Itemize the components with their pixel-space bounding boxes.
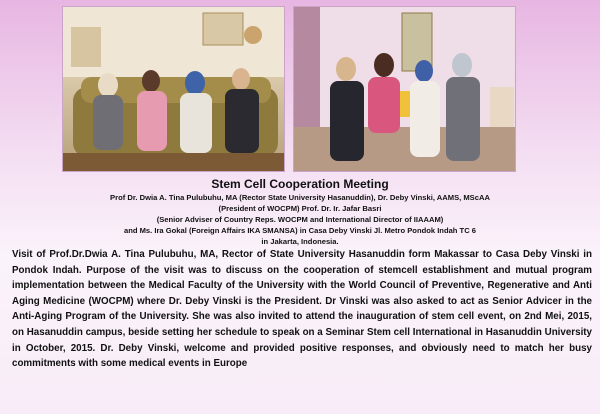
photo-meeting-standing-illustration bbox=[294, 7, 516, 172]
caption-line: and Ms. Ira Gokal (Foreign Affairs IKA SMANSA) in Casa Deby Vinski Jl. Metro Pondok Indah TC 6 bbox=[123, 226, 477, 235]
caption-line: in Jakarta, Indonesia. bbox=[261, 237, 339, 246]
photo-meeting-sofa bbox=[62, 6, 285, 172]
caption-title: Stem Cell Cooperation Meeting bbox=[211, 177, 389, 191]
photo-caption bbox=[0, 176, 600, 247]
caption-line: (Senior Adviser of Country Reps. WOCPM and International Director of IIAAAM) bbox=[156, 215, 444, 224]
caption-line: (President of WOCPM) Prof. Dr. Ir. Jafar Basri bbox=[218, 204, 382, 213]
photo-meeting-standing bbox=[293, 6, 516, 172]
article-body: Visit of Prof.Dr.Dwia A. Tina Pulubuhu, MA, Rector of State University Hasanuddin form Makassar to Casa Deby Vinski in Pondok Indah. Purpose of the visit was to discuss on the cooperation of stemcell establishment and mutual program implementation between the Medical Faculty of the University with the World Council of Preventive, Regenerative and Anti Aging Medicine (WOCPM) where Dr. Deby Vinski is the President. Dr Vinski was also asked to act as Senior Advicer in the Anti-Aging Program of the University. She was also invited to attend the inauguration of stem cell event, on 2nd Mei, 2015, on Hasanuddin campus, beside setting her schedule to speak on a Seminar Stem cell International in Hasanuddin University in October, 2015. Dr. Deby Vinski, welcome and provided positive responses, and obviously need to match her busy commitments with some medical events in Europe bbox=[12, 249, 592, 370]
caption-line: Prof Dr. Dwia A. Tina Pulubuhu, MA (Rector State University Hasanuddin), Dr. Deby Vinski, AAMS, MScAA bbox=[110, 193, 490, 202]
photo-row bbox=[62, 6, 516, 172]
photo-meeting-sofa-illustration bbox=[63, 7, 285, 172]
